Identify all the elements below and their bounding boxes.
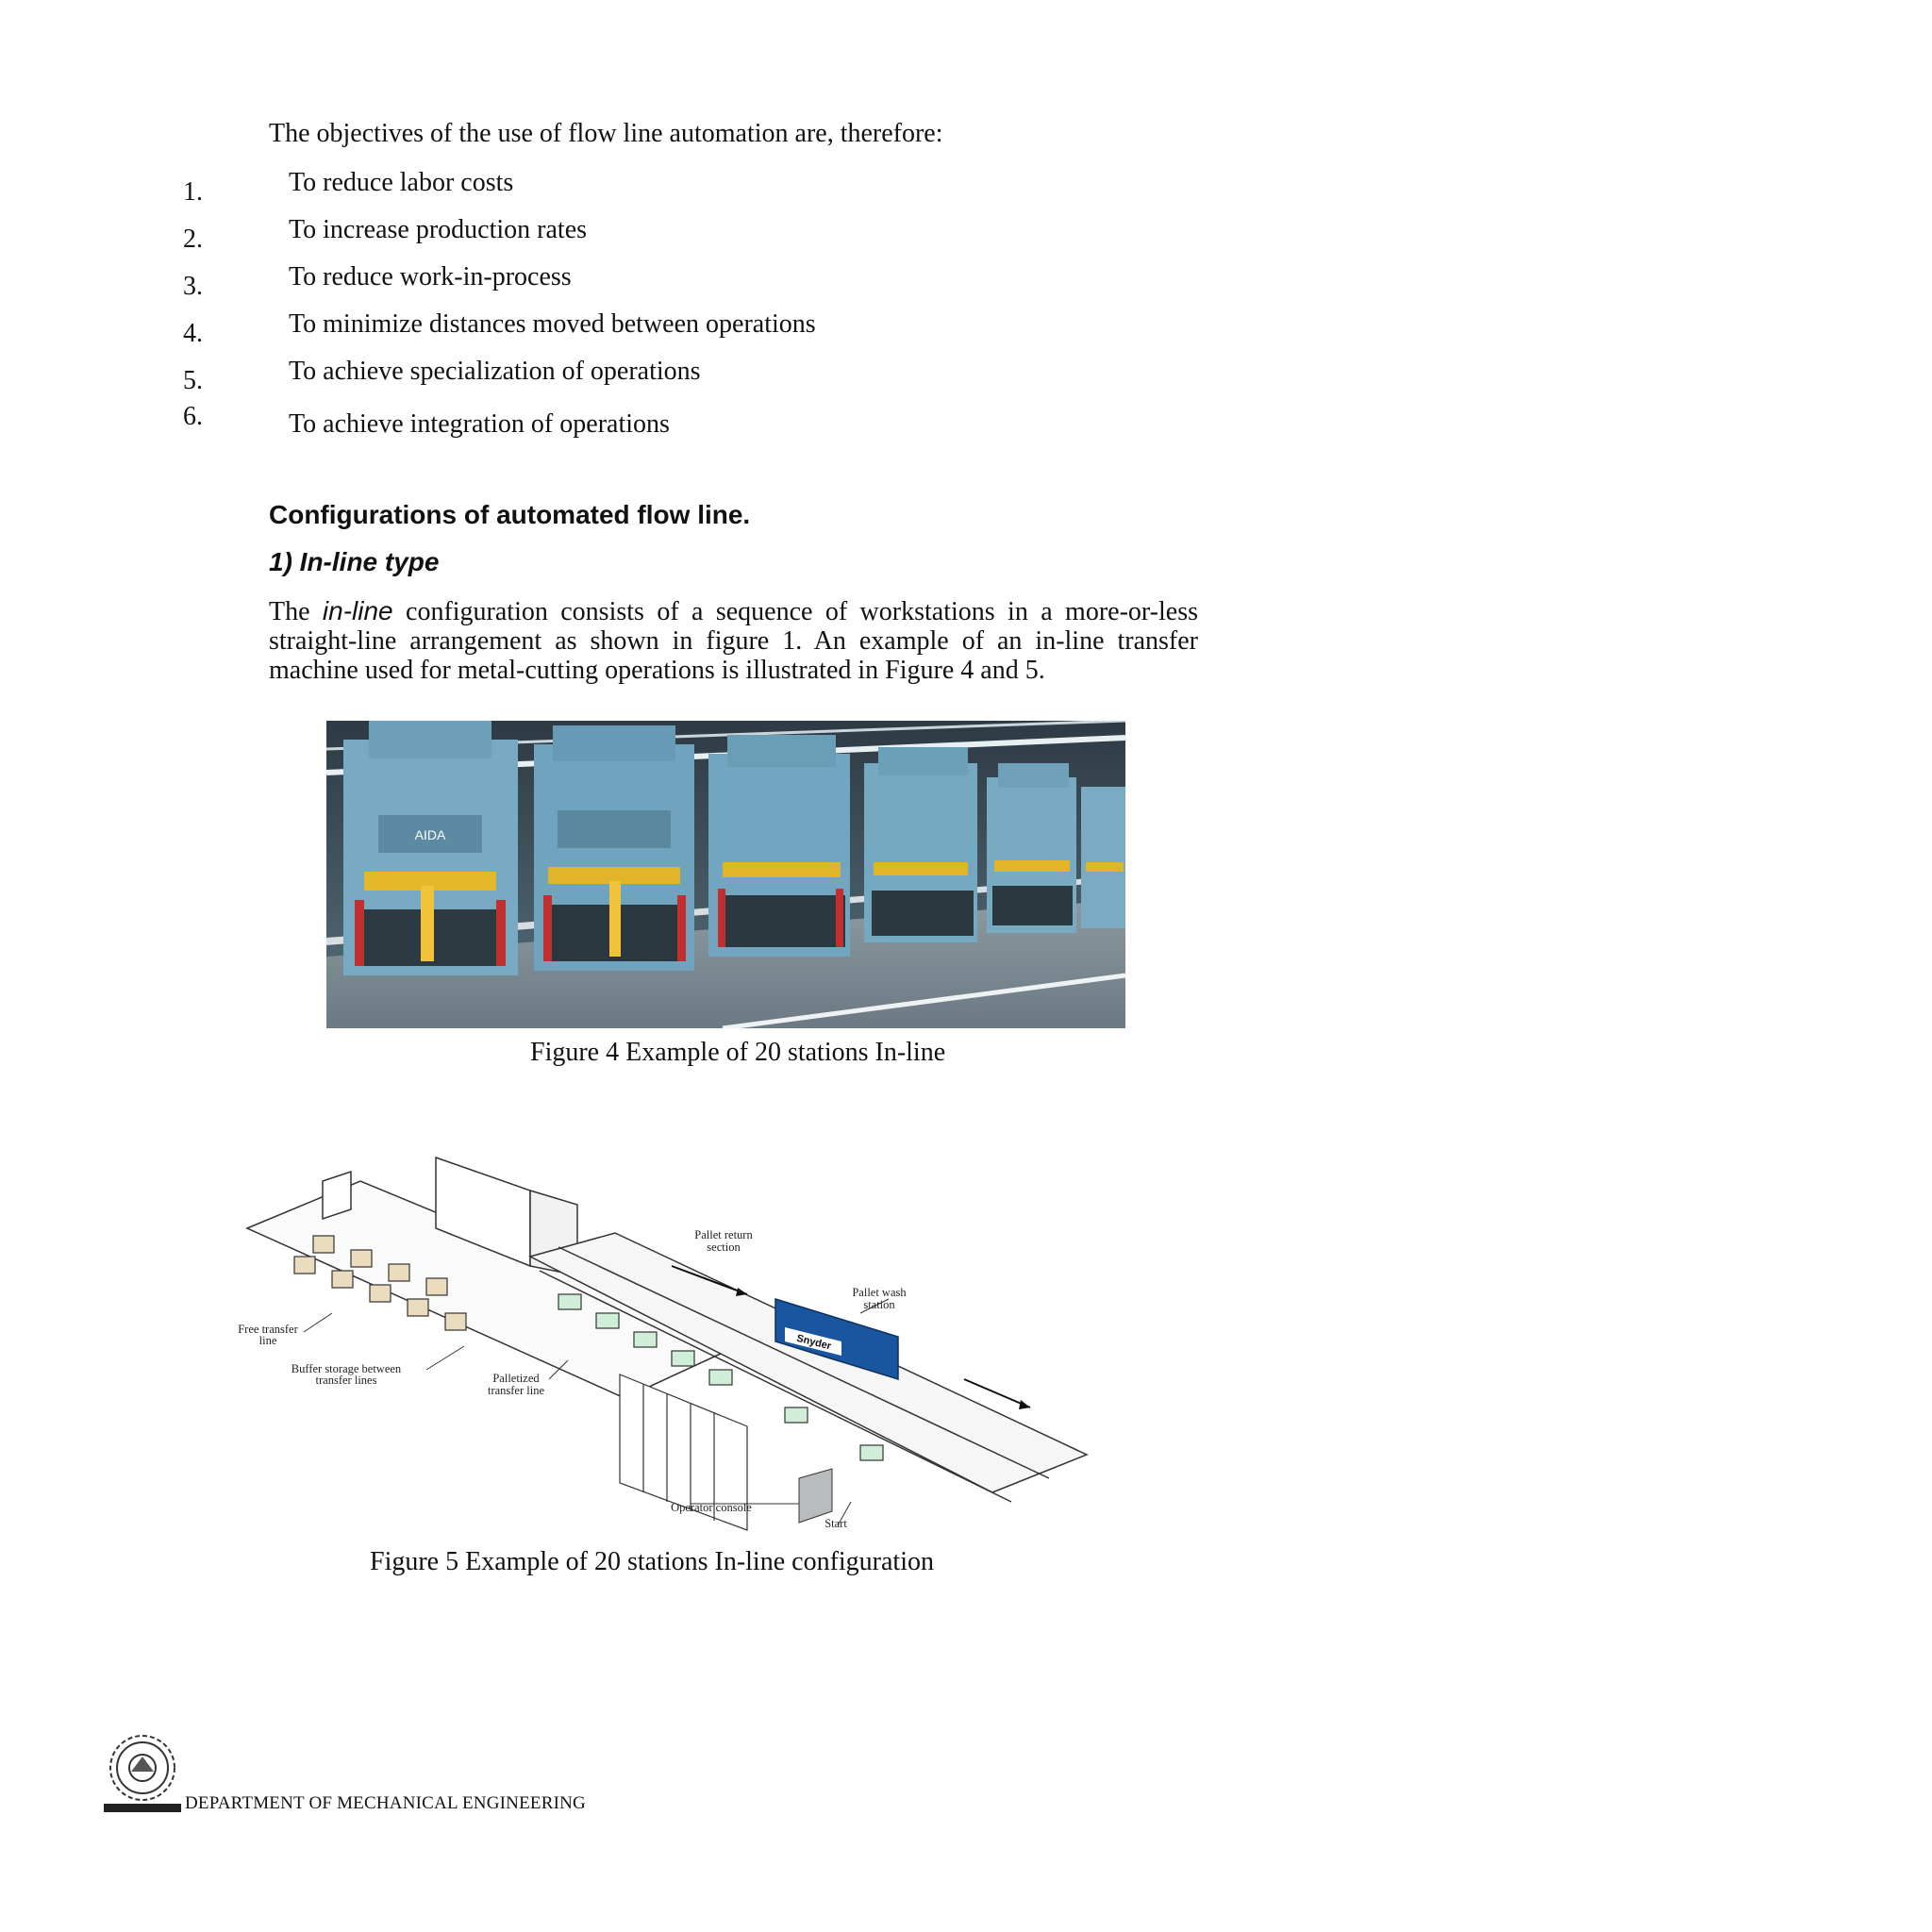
- list-text: To achieve integration of operations: [289, 409, 670, 439]
- press-machine: [343, 721, 518, 975]
- press-machine: [864, 747, 977, 942]
- list-text: To increase production rates: [289, 215, 588, 244]
- press-machine: [987, 763, 1076, 933]
- label-pallet-wash-2: station: [863, 1298, 895, 1311]
- figure-4-photo: [326, 721, 1125, 1028]
- press-machine: [708, 735, 850, 957]
- press-machine: [534, 725, 694, 971]
- list-number: 5.: [183, 366, 203, 395]
- list-number: 1.: [183, 177, 203, 207]
- list-text: To achieve specialization of operations: [289, 357, 701, 386]
- label-buffer-2: transfer lines: [315, 1374, 377, 1387]
- label-free-transfer-2: line: [258, 1334, 277, 1347]
- body-paragraph: [269, 596, 1198, 685]
- label-pallet-return-2: section: [707, 1241, 741, 1254]
- list-number: 2.: [183, 225, 203, 254]
- figure-5-diagram: [219, 1153, 1096, 1541]
- intro-sentence: The objectives of the use of flow line automation are, therefore:: [269, 119, 943, 148]
- paragraph-text-start: The: [269, 597, 323, 626]
- label-palletized-2: transfer line: [487, 1384, 545, 1397]
- paragraph-emphasis: in-line: [322, 596, 393, 625]
- list-number: 4.: [183, 319, 203, 348]
- paragraph-text-rest: configuration consists of a sequence of workstations in a more-or-less straight-line arrangement as shown in figure 1. An example of an in-line transfer machine used for metal-cutting operations is illustrated in Figure 4 and 5.: [269, 597, 1198, 685]
- press-label: AIDA: [414, 827, 446, 842]
- footer-department: DEPARTMENT OF MECHANICAL ENGINEERING: [185, 1793, 586, 1813]
- figure-5-caption: Figure 5 Example of 20 stations In-line configuration: [370, 1547, 934, 1576]
- subsection-heading: 1) In-line type: [269, 547, 440, 576]
- list-text: To reduce labor costs: [289, 168, 514, 197]
- label-pallet-return: Pallet return: [694, 1228, 753, 1241]
- list-text: To minimize distances moved between operations: [289, 309, 816, 339]
- label-operator-console: Operator console: [671, 1501, 752, 1514]
- list-number: 6.: [183, 402, 203, 431]
- press-machine: [1081, 787, 1125, 928]
- college-emblem-logo: [100, 1728, 185, 1813]
- list-number: 3.: [183, 272, 203, 301]
- label-palletized: Palletized: [492, 1372, 540, 1385]
- brand-label: Snyder: [795, 1332, 833, 1353]
- list-text: To reduce work-in-process: [289, 262, 572, 291]
- section-heading: Configurations of automated flow line.: [269, 500, 751, 529]
- label-pallet-wash: Pallet wash: [852, 1286, 907, 1299]
- label-start: Start: [824, 1517, 847, 1530]
- label-buffer: Buffer storage between: [291, 1362, 402, 1375]
- label-free-transfer: Free transfer: [238, 1323, 298, 1336]
- figure-4-caption: Figure 4 Example of 20 stations In-line: [530, 1038, 946, 1067]
